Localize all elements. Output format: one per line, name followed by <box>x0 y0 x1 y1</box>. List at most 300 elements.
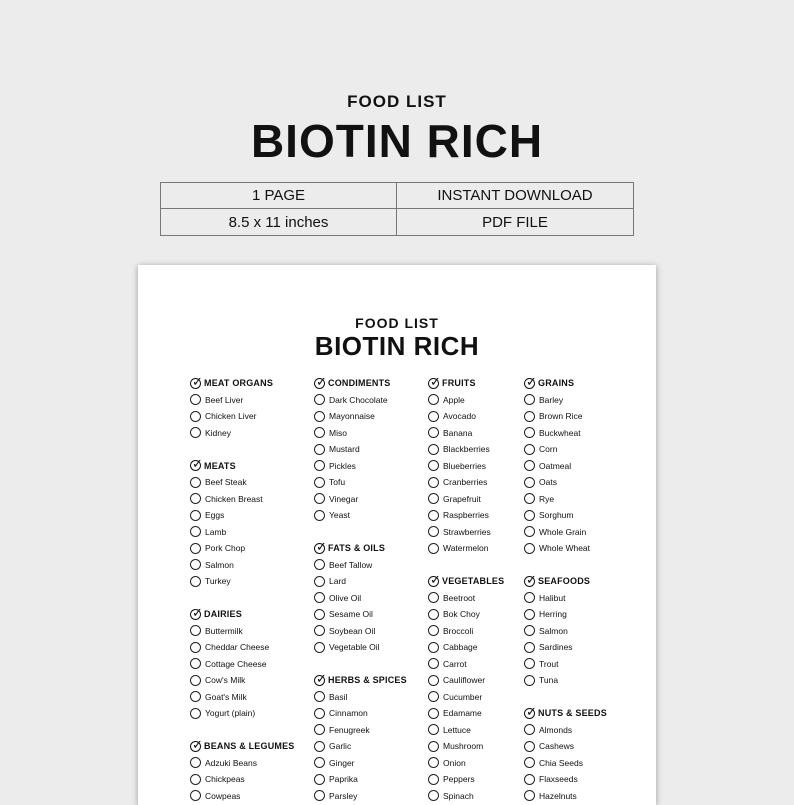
empty-circle-icon[interactable] <box>314 559 325 570</box>
item-label: Halibut <box>539 592 566 603</box>
empty-circle-icon[interactable] <box>314 427 325 438</box>
item-label: Corn <box>539 444 558 455</box>
checklist-item <box>190 573 295 590</box>
item-label: Blackberries <box>443 444 490 455</box>
empty-circle-icon[interactable] <box>314 444 325 455</box>
checkmark-icon: ✓ <box>316 538 327 554</box>
checklist-item <box>524 623 607 640</box>
item-label: Watermelon <box>443 543 489 554</box>
item-label: Vegetable Oil <box>329 642 380 653</box>
checklist-item <box>524 491 607 508</box>
empty-circle-icon[interactable] <box>314 741 325 752</box>
checklist-item <box>314 573 407 590</box>
empty-circle-icon[interactable] <box>314 724 325 735</box>
empty-circle-icon[interactable] <box>524 460 535 471</box>
empty-circle-icon[interactable] <box>190 427 201 438</box>
category-label: NUTS & SEEDS <box>538 708 607 719</box>
checklist-item <box>428 722 504 739</box>
item-label: Salmon <box>539 625 568 636</box>
item-label: Carrot <box>443 658 467 669</box>
checklist-item <box>428 392 504 409</box>
item-label: Cashews <box>539 741 574 752</box>
sheet-subtitle: FOOD LIST <box>355 315 439 331</box>
checklist-item <box>190 507 295 524</box>
checkmark-icon: ✓ <box>192 736 203 752</box>
checklist-item <box>428 606 504 623</box>
item-label: Garlic <box>329 741 352 752</box>
checklist-item <box>190 788 295 805</box>
empty-circle-icon[interactable] <box>428 543 439 554</box>
empty-circle-icon[interactable] <box>314 691 325 702</box>
empty-circle-icon[interactable] <box>524 526 535 537</box>
empty-circle-icon[interactable] <box>428 724 439 735</box>
item-label: Avocado <box>443 411 476 422</box>
category-vegetables <box>428 573 504 590</box>
empty-circle-icon[interactable] <box>428 708 439 719</box>
item-label: Apple <box>443 394 465 405</box>
checklist-item <box>314 425 407 442</box>
empty-circle-icon[interactable] <box>428 477 439 488</box>
empty-circle-icon[interactable] <box>428 394 439 405</box>
checklist-item <box>314 771 407 788</box>
checklist-item <box>428 458 504 475</box>
empty-circle-icon[interactable] <box>314 394 325 405</box>
checklist-item <box>314 722 407 739</box>
category-label: VEGETABLES <box>442 576 505 587</box>
checkmark-icon: ✓ <box>526 703 537 719</box>
category-nuts-seeds <box>524 705 607 722</box>
item-label: Cheddar Cheese <box>205 642 270 653</box>
header-title: BIOTIN RICH <box>250 115 544 167</box>
item-label: Strawberries <box>443 526 491 537</box>
checklist-item <box>524 656 607 673</box>
empty-circle-icon[interactable] <box>524 592 535 603</box>
checked-circle-icon[interactable] <box>190 736 203 752</box>
checklist-item <box>524 639 607 656</box>
section-spacer <box>524 557 607 574</box>
checklist-item <box>314 623 407 640</box>
empty-circle-icon[interactable] <box>428 526 439 537</box>
empty-circle-icon[interactable] <box>524 625 535 636</box>
empty-circle-icon[interactable] <box>190 691 201 702</box>
category-label: GRAINS <box>538 378 575 389</box>
empty-circle-icon[interactable] <box>524 675 535 686</box>
checkmark-icon: ✓ <box>192 456 203 472</box>
category-label: HERBS & SPICES <box>328 675 407 686</box>
checklist-item <box>524 408 607 425</box>
checklist-item <box>524 788 607 805</box>
checklist-item <box>428 738 504 755</box>
empty-circle-icon[interactable] <box>428 444 439 455</box>
checklist-item <box>428 656 504 673</box>
empty-circle-icon[interactable] <box>190 675 201 686</box>
empty-circle-icon[interactable] <box>428 592 439 603</box>
checklist-item <box>314 590 407 607</box>
checkmark-icon: ✓ <box>430 373 441 389</box>
checklist-item <box>190 392 295 409</box>
section-spacer <box>190 441 295 458</box>
item-label: Chicken Breast <box>205 493 263 504</box>
checklist-item <box>428 540 504 557</box>
empty-circle-icon[interactable] <box>190 493 201 504</box>
empty-circle-icon[interactable] <box>190 411 201 422</box>
item-label: Salmon <box>205 559 234 570</box>
checklist-item <box>428 672 504 689</box>
checklist-item <box>190 491 295 508</box>
item-label: Olive Oil <box>329 592 362 603</box>
checklist-item <box>428 689 504 706</box>
item-label: Mustard <box>329 444 360 455</box>
empty-circle-icon[interactable] <box>190 394 201 405</box>
item-label: Mushroom <box>443 741 484 752</box>
empty-circle-icon[interactable] <box>524 658 535 669</box>
category-label: BEANS & LEGUMES <box>204 741 295 752</box>
empty-circle-icon[interactable] <box>190 708 201 719</box>
category-fats-oils <box>314 540 407 557</box>
item-label: Pork Chop <box>205 543 246 554</box>
checklist-item <box>524 672 607 689</box>
empty-circle-icon[interactable] <box>190 774 201 785</box>
item-label: Beef Liver <box>205 394 244 405</box>
empty-circle-icon[interactable] <box>524 493 535 504</box>
checklist-item <box>524 458 607 475</box>
item-label: Edamame <box>443 708 482 719</box>
checklist-item <box>428 590 504 607</box>
category-condiments <box>314 375 407 392</box>
checklist-item <box>428 771 504 788</box>
document-preview <box>138 265 656 805</box>
checkmark-icon: ✓ <box>316 373 327 389</box>
header-subtitle: FOOD LIST <box>347 92 447 111</box>
checklist-item <box>190 672 295 689</box>
checkmark-icon: ✓ <box>192 604 203 620</box>
empty-circle-icon[interactable] <box>314 609 325 620</box>
item-label: Sardines <box>539 642 573 653</box>
empty-circle-icon[interactable] <box>524 427 535 438</box>
checked-circle-icon[interactable] <box>524 703 537 719</box>
item-label: Paprika <box>329 774 358 785</box>
checklist-item <box>190 474 295 491</box>
item-label: Whole Wheat <box>539 543 591 554</box>
checked-circle-icon[interactable] <box>314 373 327 389</box>
item-label: Cauliflower <box>443 675 486 686</box>
empty-circle-icon[interactable] <box>190 625 201 636</box>
item-label: Beef Tallow <box>329 559 373 570</box>
checklist-item <box>524 474 607 491</box>
empty-circle-icon[interactable] <box>428 658 439 669</box>
info-download: INSTANT DOWNLOAD <box>397 183 633 209</box>
empty-circle-icon[interactable] <box>428 741 439 752</box>
checked-circle-icon[interactable] <box>524 373 537 389</box>
checklist-item <box>314 441 407 458</box>
item-label: Buckwheat <box>539 427 581 438</box>
empty-circle-icon[interactable] <box>314 576 325 587</box>
empty-circle-icon[interactable] <box>314 625 325 636</box>
checklist-item <box>428 441 504 458</box>
category-dairies <box>190 606 295 623</box>
checklist-item <box>524 540 607 557</box>
checklist-item <box>314 392 407 409</box>
item-label: Chia Seeds <box>539 757 583 768</box>
item-label: Beef Steak <box>205 477 247 488</box>
info-size: 8.5 x 11 inches <box>161 209 397 235</box>
empty-circle-icon[interactable] <box>190 790 201 801</box>
category-label: MEATS <box>204 460 236 471</box>
empty-circle-icon[interactable] <box>190 543 201 554</box>
item-label: Oats <box>539 477 557 488</box>
checklist-item <box>190 755 295 772</box>
checkmark-icon: ✓ <box>430 571 441 587</box>
column-1 <box>190 375 295 804</box>
empty-circle-icon[interactable] <box>428 675 439 686</box>
empty-circle-icon[interactable] <box>524 790 535 801</box>
item-label: Raspberries <box>443 510 489 521</box>
category-label: MEAT ORGANS <box>204 378 274 389</box>
empty-circle-icon[interactable] <box>314 642 325 653</box>
empty-circle-icon[interactable] <box>524 642 535 653</box>
empty-circle-icon[interactable] <box>524 741 535 752</box>
item-label: Sorghum <box>539 510 574 521</box>
item-label: Almonds <box>539 724 573 735</box>
empty-circle-icon[interactable] <box>524 411 535 422</box>
empty-circle-icon[interactable] <box>314 774 325 785</box>
item-label: Chickpeas <box>205 774 245 785</box>
item-label: Dark Chocolate <box>329 394 388 405</box>
item-label: Herring <box>539 609 567 620</box>
item-label: Parsley <box>329 790 358 801</box>
item-label: Turkey <box>205 576 231 587</box>
item-label: Beetroot <box>443 592 476 603</box>
item-label: Rye <box>539 493 555 504</box>
checklist-item <box>428 474 504 491</box>
item-label: Onion <box>443 757 466 768</box>
empty-circle-icon[interactable] <box>524 394 535 405</box>
column-3 <box>428 375 504 804</box>
empty-circle-icon[interactable] <box>524 543 535 554</box>
empty-circle-icon[interactable] <box>428 691 439 702</box>
section-spacer <box>190 590 295 607</box>
checklist-item <box>190 408 295 425</box>
checked-circle-icon[interactable] <box>314 538 327 554</box>
item-label: Buttermilk <box>205 625 243 636</box>
checklist-item <box>428 788 504 805</box>
checklist-item <box>190 540 295 557</box>
checkmark-icon: ✓ <box>526 571 537 587</box>
checklist-item <box>524 392 607 409</box>
empty-circle-icon[interactable] <box>190 576 201 587</box>
empty-circle-icon[interactable] <box>524 774 535 785</box>
category-beans-legumes <box>190 738 295 755</box>
empty-circle-icon[interactable] <box>428 510 439 521</box>
item-label: Lettuce <box>443 724 471 735</box>
empty-circle-icon[interactable] <box>190 658 201 669</box>
category-herbs-spices <box>314 672 407 689</box>
checked-circle-icon[interactable] <box>190 604 203 620</box>
checklist-item <box>524 722 607 739</box>
empty-circle-icon[interactable] <box>524 609 535 620</box>
item-label: Trout <box>539 658 559 669</box>
checklist-item <box>314 689 407 706</box>
item-label: Flaxseeds <box>539 774 578 785</box>
checklist-item <box>314 755 407 772</box>
checklist-item <box>190 771 295 788</box>
item-label: Spinach <box>443 790 474 801</box>
category-label: SEAFOODS <box>538 576 591 587</box>
checklist-item <box>314 491 407 508</box>
checklist-item <box>524 425 607 442</box>
empty-circle-icon[interactable] <box>190 642 201 653</box>
checklist-item <box>314 639 407 656</box>
empty-circle-icon[interactable] <box>428 460 439 471</box>
checklist-item <box>428 491 504 508</box>
checklist-item <box>190 557 295 574</box>
item-label: Cucumber <box>443 691 483 702</box>
empty-circle-icon[interactable] <box>428 642 439 653</box>
item-label: Vinegar <box>329 493 359 504</box>
checklist-item <box>428 755 504 772</box>
info-format: PDF FILE <box>482 213 548 231</box>
checklist-item <box>190 656 295 673</box>
checked-circle-icon[interactable] <box>190 456 203 472</box>
item-label: Peppers <box>443 774 475 785</box>
empty-circle-icon[interactable] <box>314 493 325 504</box>
info-table <box>160 182 634 236</box>
item-label: Brown Rice <box>539 411 583 422</box>
info-pages: 1 PAGE <box>161 183 397 209</box>
item-label: Lamb <box>205 526 227 537</box>
checklist-item <box>428 408 504 425</box>
empty-circle-icon[interactable] <box>428 790 439 801</box>
checkmark-icon: ✓ <box>316 670 327 686</box>
item-label: Whole Grain <box>539 526 587 537</box>
item-label: Yeast <box>329 510 350 521</box>
checklist-item <box>524 755 607 772</box>
column-2 <box>314 375 407 804</box>
checkmark-icon: ✓ <box>526 373 537 389</box>
empty-circle-icon[interactable] <box>428 427 439 438</box>
item-label: Oatmeal <box>539 460 572 471</box>
category-label: CONDIMENTS <box>328 378 391 389</box>
empty-circle-icon[interactable] <box>314 477 325 488</box>
empty-circle-icon[interactable] <box>524 444 535 455</box>
checklist-item <box>428 639 504 656</box>
checklist-item <box>190 639 295 656</box>
checklist-item <box>428 705 504 722</box>
item-label: Ginger <box>329 757 355 768</box>
checklist-item <box>314 507 407 524</box>
category-fruits <box>428 375 504 392</box>
item-label: Cabbage <box>443 642 478 653</box>
checklist-item <box>524 524 607 541</box>
empty-circle-icon[interactable] <box>428 411 439 422</box>
checklist-item <box>314 408 407 425</box>
section-spacer <box>190 722 295 739</box>
empty-circle-icon[interactable] <box>190 526 201 537</box>
checklist-item <box>428 524 504 541</box>
item-label: Kidney <box>205 427 231 438</box>
empty-circle-icon[interactable] <box>314 510 325 521</box>
category-grains <box>524 375 607 392</box>
empty-circle-icon[interactable] <box>524 724 535 735</box>
empty-circle-icon[interactable] <box>314 411 325 422</box>
section-spacer <box>428 557 504 574</box>
empty-circle-icon[interactable] <box>314 592 325 603</box>
checked-circle-icon[interactable] <box>524 571 537 587</box>
empty-circle-icon[interactable] <box>314 460 325 471</box>
empty-circle-icon[interactable] <box>190 477 201 488</box>
checklist-item <box>190 689 295 706</box>
item-label: Grapefruit <box>443 493 481 504</box>
checklist-item <box>314 474 407 491</box>
empty-circle-icon[interactable] <box>314 708 325 719</box>
category-label: DAIRIES <box>204 609 242 620</box>
checklist-item <box>190 705 295 722</box>
item-label: Barley <box>539 394 564 405</box>
empty-circle-icon[interactable] <box>428 625 439 636</box>
item-label: Yogurt (plain) <box>205 708 256 719</box>
empty-circle-icon[interactable] <box>190 559 201 570</box>
item-label: Tofu <box>329 477 346 488</box>
checklist-item <box>314 557 407 574</box>
empty-circle-icon[interactable] <box>524 510 535 521</box>
item-label: Miso <box>329 427 347 438</box>
checked-circle-icon[interactable] <box>314 670 327 686</box>
checklist-item <box>428 425 504 442</box>
checklist-item <box>524 606 607 623</box>
section-spacer <box>314 524 407 541</box>
item-label: Chicken Liver <box>205 411 257 422</box>
empty-circle-icon[interactable] <box>428 774 439 785</box>
empty-circle-icon[interactable] <box>524 757 535 768</box>
empty-circle-icon[interactable] <box>524 477 535 488</box>
checklist-item <box>314 606 407 623</box>
category-label: FATS & OILS <box>328 543 386 554</box>
empty-circle-icon[interactable] <box>190 510 201 521</box>
checklist-item <box>190 623 295 640</box>
item-label: Soybean Oil <box>329 625 376 636</box>
category-label: FRUITS <box>442 378 476 389</box>
empty-circle-icon[interactable] <box>190 757 201 768</box>
checklist-item <box>190 425 295 442</box>
checked-circle-icon[interactable] <box>190 373 203 389</box>
checklist-item <box>524 590 607 607</box>
empty-circle-icon[interactable] <box>428 493 439 504</box>
checked-circle-icon[interactable] <box>428 373 441 389</box>
checkmark-icon: ✓ <box>192 373 203 389</box>
item-label: Cowpeas <box>205 790 241 801</box>
checklist-item <box>190 524 295 541</box>
sheet-title: BIOTIN RICH <box>314 331 480 361</box>
column-4 <box>524 375 607 804</box>
empty-circle-icon[interactable] <box>428 757 439 768</box>
item-label: Lard <box>329 576 347 587</box>
checklist-item <box>314 788 407 805</box>
checklist-item <box>428 507 504 524</box>
item-label: Cow's Milk <box>205 675 246 686</box>
empty-circle-icon[interactable] <box>428 609 439 620</box>
item-label: Tuna <box>539 675 559 686</box>
checklist-item <box>428 623 504 640</box>
checked-circle-icon[interactable] <box>428 571 441 587</box>
item-label: Sesame Oil <box>329 609 373 620</box>
empty-circle-icon[interactable] <box>314 757 325 768</box>
item-label: Cranberries <box>443 477 488 488</box>
item-label: Cinnamon <box>329 708 368 719</box>
checklist-item <box>314 705 407 722</box>
checklist-item <box>314 458 407 475</box>
item-label: Banana <box>443 427 473 438</box>
empty-circle-icon[interactable] <box>314 790 325 801</box>
